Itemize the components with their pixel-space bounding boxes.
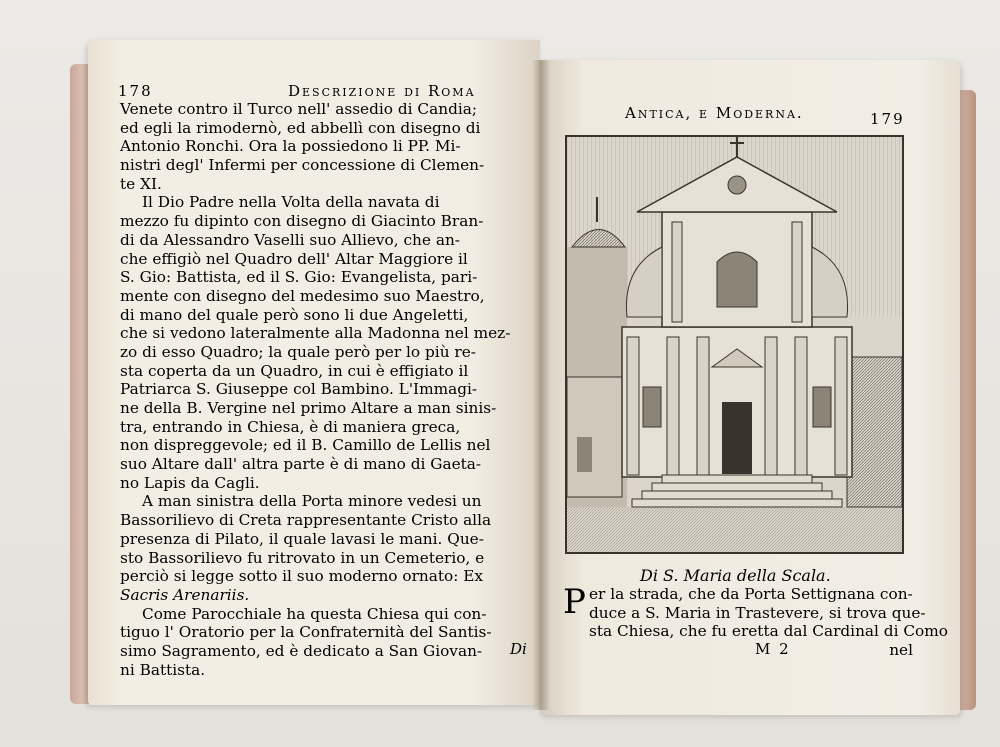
text-line: mezzo fu dipinto con disegno di Giacinto Bran- [120, 212, 484, 231]
text-line: Bassorilievo di Creta rappresentante Cristo alla [120, 511, 492, 530]
text-line: Come Parocchiale ha questa Chiesa qui con- [142, 604, 487, 623]
church-engraving [565, 135, 904, 554]
text-line: Antonio Ronchi. Ora la possiedono li PP. Mi- [120, 137, 461, 156]
text-line: presenza di Pilato, il quale lavasi le mani. Que- [120, 529, 484, 548]
text-line: er la strada, che da Porta Settignana con- [589, 585, 913, 603]
text-line: zo di esso Quadro; la quale però per lo più re- [120, 342, 476, 361]
text-line: di da Alessandro Vaselli suo Allievo, che an- [120, 230, 460, 249]
text-line: che si vedono lateralmente alla Madonna nel mez- [120, 324, 511, 343]
text-line: ed egli la rimodernò, ed abbellì con disegno di [120, 118, 481, 137]
text-line: di mano del quale però sono li due Angeletti, [120, 305, 469, 324]
right-page-text [563, 582, 948, 659]
left-page-text [120, 100, 540, 679]
text-line: Venete contro il Turco nell' assedio di Candia; [120, 100, 478, 118]
book-edge-right [958, 90, 976, 710]
drop-cap: P [563, 582, 586, 622]
right-running-head: Antica, e Moderna. [625, 104, 804, 122]
text-line: mente con disegno del medesimo suo Maestro, [120, 286, 485, 305]
text-line: non dispreggevole; ed il B. Camillo de Lellis nel [120, 436, 491, 455]
left-catchword: Di [510, 640, 527, 658]
text-line: perciò si legge sotto il suo moderno ornato: Ex [120, 567, 484, 586]
text-line: ni Battista. [120, 660, 206, 679]
text-line: ne della B. Vergine nel primo Altare a man sinis- [120, 399, 497, 417]
text-line: A man sinistra della Porta minore vedesi un [142, 492, 482, 511]
text-line: Sacris Arenariis. [120, 585, 250, 604]
text-line: nel [889, 640, 913, 659]
text-line: sta Chiesa, che fu eretta dal Cardinal di Como [589, 622, 948, 640]
text-line: suo Altare dall' altra parte è di mano di Gaeta- [120, 455, 482, 474]
engraving-caption: Di S. Maria della Scala. [640, 566, 831, 585]
text-line: no Lapis da Cagli. [120, 473, 260, 492]
text-line: tiguo l' Oratorio per la Confraternità del Santis- [120, 623, 492, 642]
signature-mark: M 2 [755, 640, 791, 658]
text-line: sto Bassorilievo fu ritrovato in un Cemeterio, e [120, 548, 485, 567]
text-line: S. Gio: Battista, ed il S. Gio: Evangelista, pari- [120, 268, 478, 287]
left-running-head: Descrizione di Roma [288, 82, 476, 100]
text-line: Patriarca S. Giuseppe col Bambino. L'Immagi- [120, 380, 478, 399]
right-page-number: 179 [870, 110, 905, 128]
text-line: Il Dio Padre nella Volta della navata di [142, 193, 440, 212]
text-line: duce a S. Maria in Trastevere, si trova que- [589, 603, 926, 622]
text-line: nistri degl' Infermi per concessione di Clemen- [120, 156, 485, 175]
text-line: tra, entrando in Chiesa, è di maniera greca, [120, 417, 461, 436]
text-line: te XI. [120, 174, 162, 193]
left-page-number: 178 [118, 82, 153, 100]
text-line: simo Sagramento, ed è dedicato a San Giovan- [120, 641, 483, 660]
text-line: che effigiò nel Quadro dell' Altar Maggiore il [120, 249, 468, 268]
text-line: sta coperta da un Quadro, in cui è effigiato il [120, 361, 469, 380]
